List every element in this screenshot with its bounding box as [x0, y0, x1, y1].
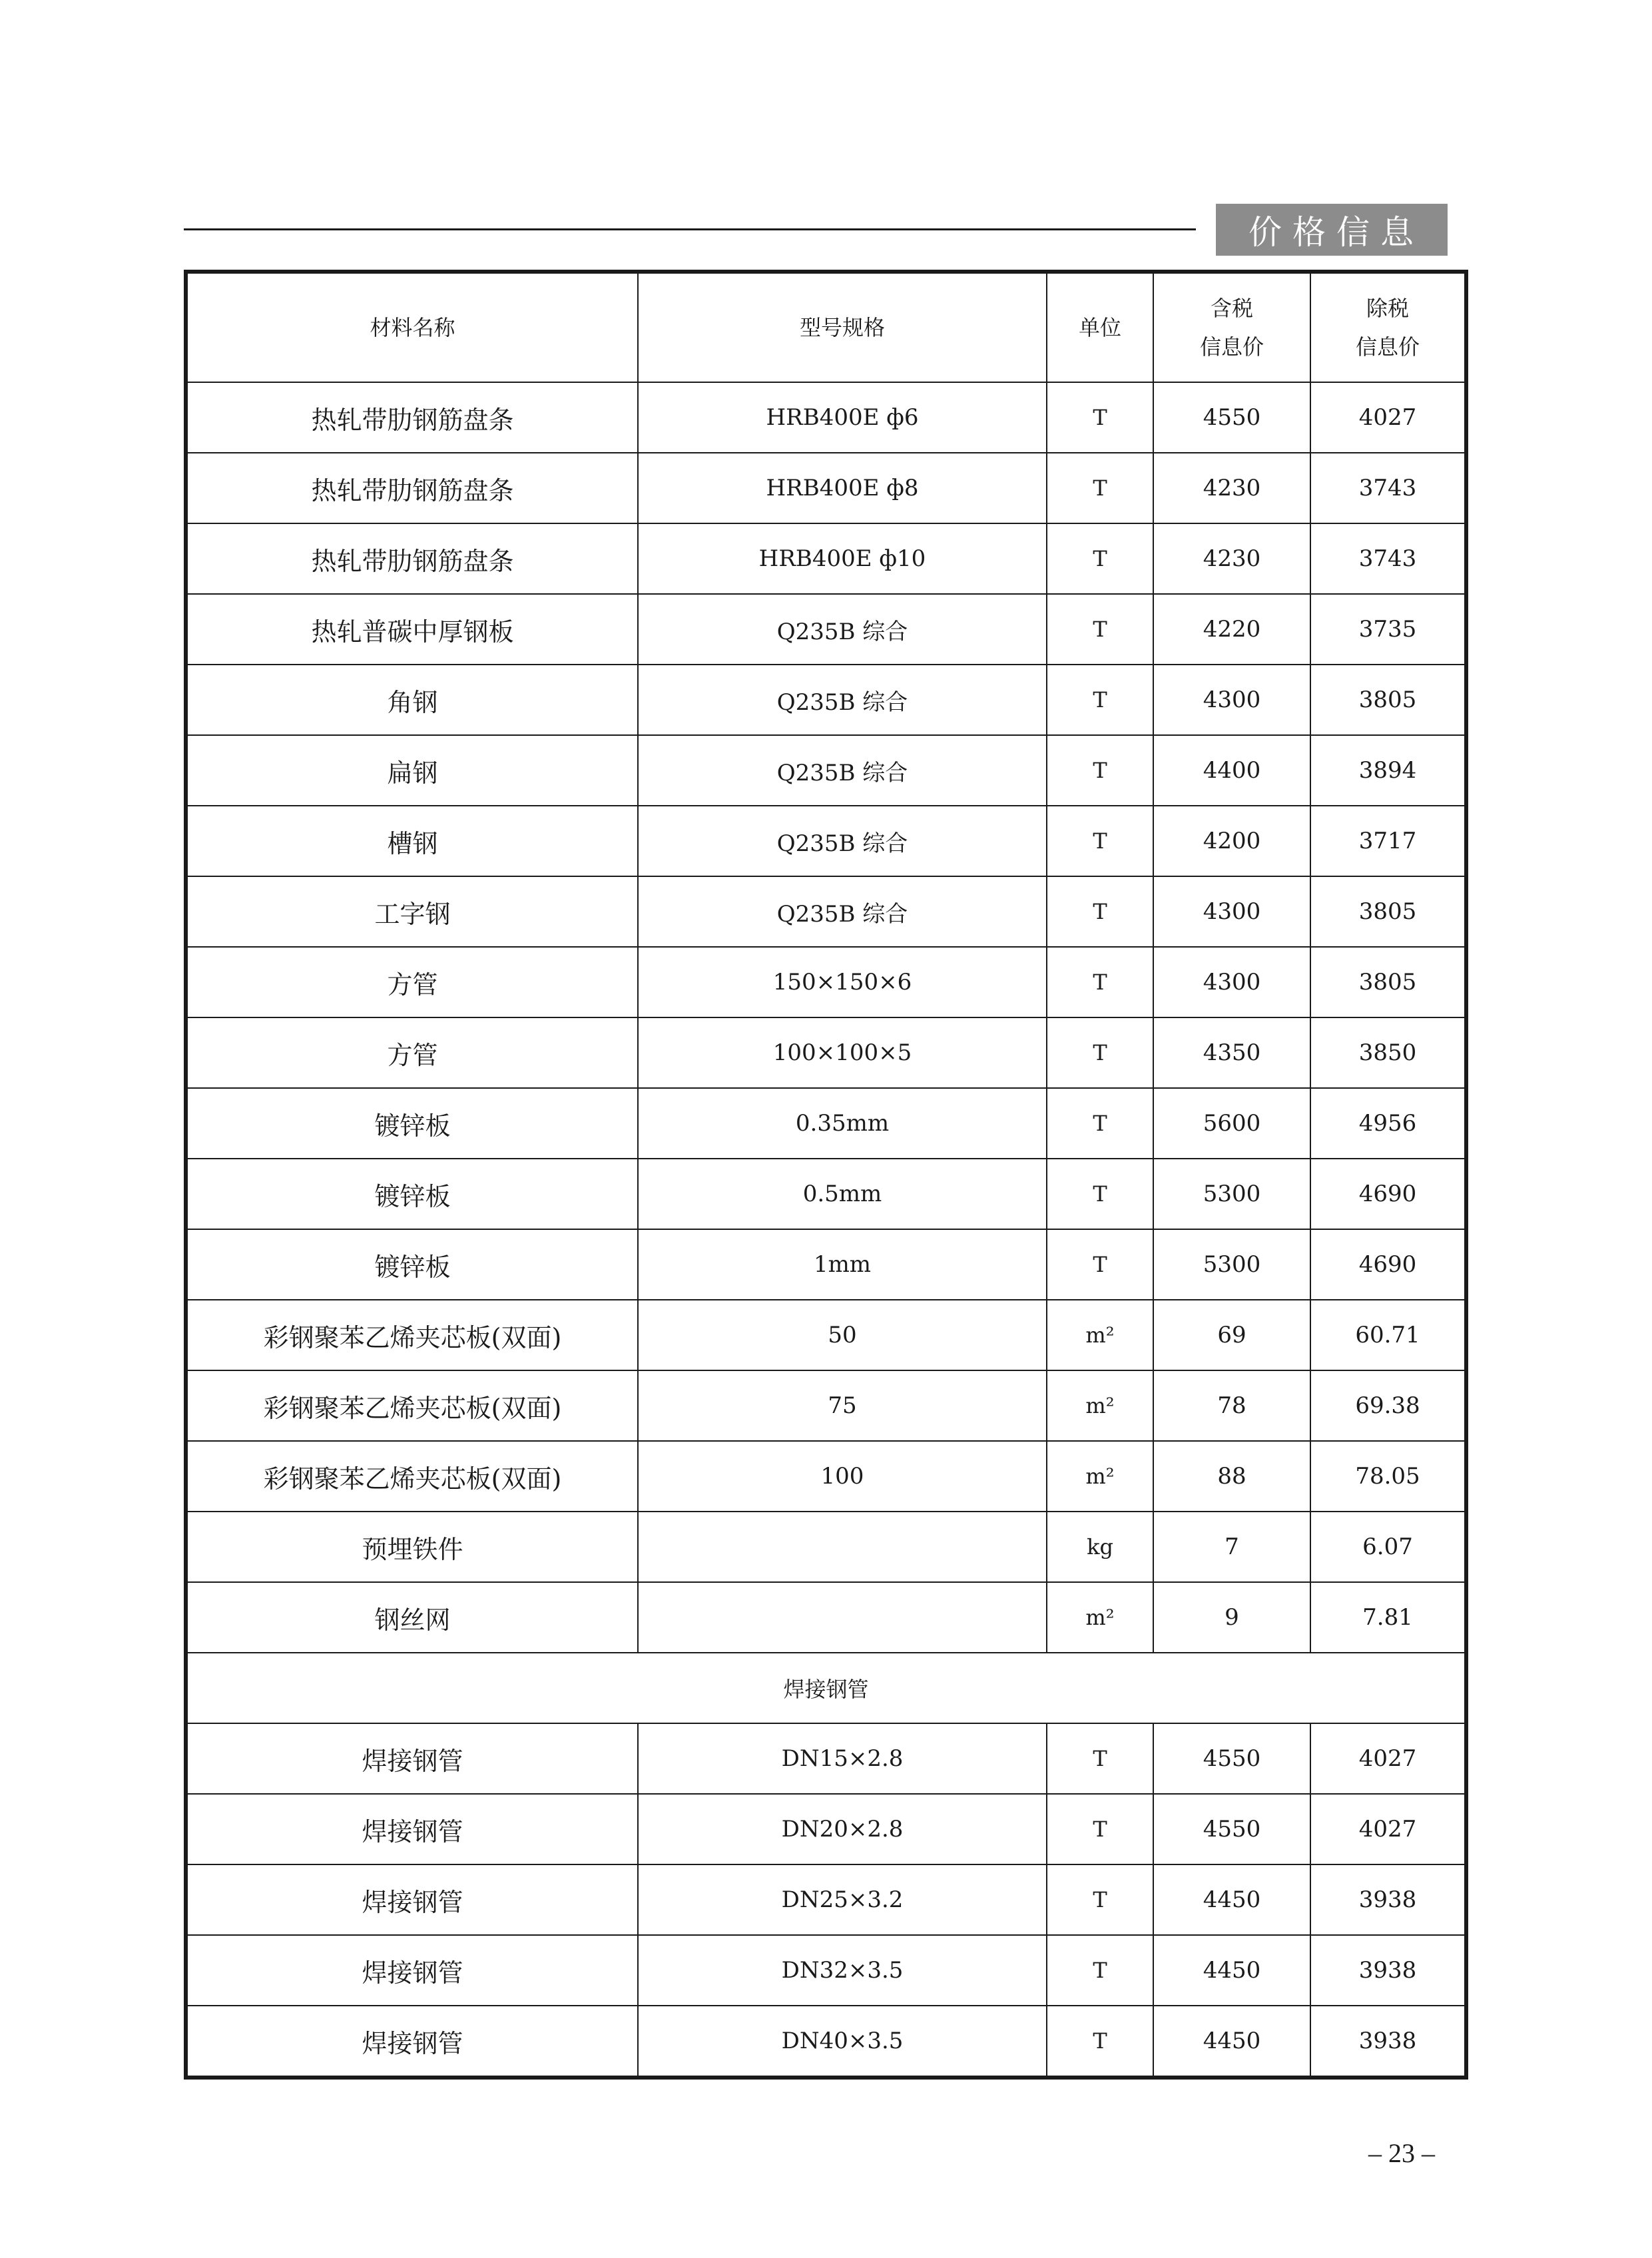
page-number: – 23 – [1368, 2138, 1435, 2168]
cell-material-name: 角钢 [188, 665, 638, 735]
cell-material-name: 镀锌板 [188, 1088, 638, 1159]
cell-unit: T [1047, 453, 1153, 523]
table-row [188, 876, 1464, 947]
cell-unit: T [1047, 735, 1153, 806]
cell-spec: DN25×3.2 [638, 1864, 1047, 1935]
table-row [188, 1300, 1464, 1370]
cell-price-tax-excl: 4690 [1310, 1229, 1464, 1300]
col-header-price-tax-incl-line1: 含税 [1210, 296, 1253, 321]
group-title: 焊接钢管 [188, 1653, 1464, 1723]
table-row [188, 1159, 1464, 1229]
cell-price-tax-incl: 88 [1153, 1441, 1310, 1512]
cell-material-name: 焊接钢管 [188, 1723, 638, 1794]
cell-price-tax-excl: 3894 [1310, 735, 1464, 806]
cell-price-tax-incl: 4300 [1153, 876, 1310, 947]
cell-price-tax-incl: 69 [1153, 1300, 1310, 1370]
cell-price-tax-excl: 3805 [1310, 947, 1464, 1017]
cell-price-tax-incl: 4450 [1153, 1935, 1310, 2006]
cell-price-tax-incl: 9 [1153, 1582, 1310, 1653]
cell-spec: 150×150×6 [638, 947, 1047, 1017]
cell-unit: T [1047, 876, 1153, 947]
table-row [188, 1864, 1464, 1935]
col-header-spec: 型号规格 [638, 274, 1047, 382]
cell-spec [638, 1512, 1047, 1582]
cell-spec: Q235B 综合 [638, 594, 1047, 665]
cell-spec: 100 [638, 1441, 1047, 1512]
cell-price-tax-excl: 3805 [1310, 876, 1464, 947]
cell-price-tax-incl: 4450 [1153, 2006, 1310, 2076]
table-row [188, 1370, 1464, 1441]
cell-spec: 1mm [638, 1229, 1047, 1300]
col-header-name: 材料名称 [188, 274, 638, 382]
table-row [188, 806, 1464, 876]
cell-unit: T [1047, 1159, 1153, 1229]
cell-price-tax-incl: 4230 [1153, 453, 1310, 523]
cell-price-tax-incl: 7 [1153, 1512, 1310, 1582]
table-row [188, 594, 1464, 665]
col-header-unit: 单位 [1047, 274, 1153, 382]
cell-unit: T [1047, 1017, 1153, 1088]
cell-material-name: 镀锌板 [188, 1229, 638, 1300]
cell-unit: T [1047, 1864, 1153, 1935]
cell-price-tax-incl: 4300 [1153, 665, 1310, 735]
cell-material-name: 热轧带肋钢筋盘条 [188, 382, 638, 453]
table-row [188, 1723, 1464, 1794]
cell-unit: m² [1047, 1582, 1153, 1653]
cell-unit: T [1047, 1723, 1153, 1794]
cell-unit: T [1047, 947, 1153, 1017]
table-body [188, 382, 1464, 2076]
cell-price-tax-excl: 4027 [1310, 1794, 1464, 1864]
cell-unit: m² [1047, 1300, 1153, 1370]
table-row [188, 2006, 1464, 2076]
cell-spec: HRB400E ф10 [638, 523, 1047, 594]
cell-price-tax-incl: 5600 [1153, 1088, 1310, 1159]
cell-unit: m² [1047, 1441, 1153, 1512]
cell-material-name: 方管 [188, 1017, 638, 1088]
cell-material-name: 彩钢聚苯乙烯夹芯板(双面) [188, 1370, 638, 1441]
price-table-container [184, 270, 1468, 2080]
cell-unit: T [1047, 665, 1153, 735]
cell-material-name: 焊接钢管 [188, 1864, 638, 1935]
cell-price-tax-incl: 78 [1153, 1370, 1310, 1441]
table-row [188, 735, 1464, 806]
cell-price-tax-excl: 69.38 [1310, 1370, 1464, 1441]
col-header-price-tax-excl-line2: 信息价 [1355, 334, 1420, 360]
table-row [188, 947, 1464, 1017]
cell-unit: T [1047, 1794, 1153, 1864]
cell-price-tax-excl: 6.07 [1310, 1512, 1464, 1582]
cell-unit: T [1047, 1088, 1153, 1159]
cell-spec: 100×100×5 [638, 1017, 1047, 1088]
cell-price-tax-incl: 4450 [1153, 1864, 1310, 1935]
cell-price-tax-excl: 3735 [1310, 594, 1464, 665]
cell-price-tax-excl: 4027 [1310, 1723, 1464, 1794]
table-row [188, 523, 1464, 594]
cell-price-tax-incl: 5300 [1153, 1159, 1310, 1229]
cell-spec: 50 [638, 1300, 1047, 1370]
col-header-price-tax-excl-line1: 除税 [1366, 296, 1409, 321]
cell-material-name: 热轧普碳中厚钢板 [188, 594, 638, 665]
cell-unit: m² [1047, 1370, 1153, 1441]
table-row [188, 1512, 1464, 1582]
cell-price-tax-excl: 7.81 [1310, 1582, 1464, 1653]
cell-price-tax-excl: 3938 [1310, 1935, 1464, 2006]
cell-spec: Q235B 综合 [638, 806, 1047, 876]
cell-price-tax-incl: 4400 [1153, 735, 1310, 806]
col-header-price-tax-incl-line2: 信息价 [1199, 334, 1264, 360]
table-row [188, 1229, 1464, 1300]
col-header-price-tax-incl [1153, 274, 1310, 382]
cell-unit: T [1047, 1935, 1153, 2006]
cell-price-tax-incl: 4350 [1153, 1017, 1310, 1088]
cell-price-tax-incl: 4200 [1153, 806, 1310, 876]
cell-spec: Q235B 综合 [638, 735, 1047, 806]
cell-price-tax-incl: 4550 [1153, 1794, 1310, 1864]
cell-spec: HRB400E ф8 [638, 453, 1047, 523]
table-row [188, 1441, 1464, 1512]
cell-price-tax-incl: 4550 [1153, 382, 1310, 453]
table-row [188, 382, 1464, 453]
cell-material-name: 槽钢 [188, 806, 638, 876]
cell-unit: T [1047, 1229, 1153, 1300]
cell-price-tax-excl: 3938 [1310, 2006, 1464, 2076]
cell-spec: 0.35mm [638, 1088, 1047, 1159]
cell-unit: T [1047, 806, 1153, 876]
cell-material-name: 彩钢聚苯乙烯夹芯板(双面) [188, 1300, 638, 1370]
table-row [188, 665, 1464, 735]
cell-material-name: 热轧带肋钢筋盘条 [188, 453, 638, 523]
table-row [188, 1088, 1464, 1159]
cell-unit: kg [1047, 1512, 1153, 1582]
cell-price-tax-excl: 3805 [1310, 665, 1464, 735]
cell-price-tax-excl: 4027 [1310, 382, 1464, 453]
cell-price-tax-excl: 4690 [1310, 1159, 1464, 1229]
cell-spec: 75 [638, 1370, 1047, 1441]
cell-material-name: 方管 [188, 947, 638, 1017]
cell-price-tax-excl: 78.05 [1310, 1441, 1464, 1512]
cell-price-tax-incl: 4550 [1153, 1723, 1310, 1794]
table-row [188, 1935, 1464, 2006]
cell-price-tax-excl: 3717 [1310, 806, 1464, 876]
cell-material-name: 热轧带肋钢筋盘条 [188, 523, 638, 594]
cell-unit: T [1047, 382, 1153, 453]
cell-unit: T [1047, 594, 1153, 665]
section-title-tab: 价格信息 [1216, 204, 1448, 256]
cell-material-name: 焊接钢管 [188, 1794, 638, 1864]
cell-spec: HRB400E ф6 [638, 382, 1047, 453]
table-header-row [188, 274, 1464, 382]
cell-material-name: 扁钢 [188, 735, 638, 806]
cell-spec: Q235B 综合 [638, 665, 1047, 735]
cell-price-tax-excl: 4956 [1310, 1088, 1464, 1159]
cell-material-name: 焊接钢管 [188, 2006, 638, 2076]
table-row [188, 453, 1464, 523]
cell-material-name: 钢丝网 [188, 1582, 638, 1653]
cell-material-name: 镀锌板 [188, 1159, 638, 1229]
cell-material-name: 预埋铁件 [188, 1512, 638, 1582]
header-rule [184, 228, 1196, 230]
table-row [188, 1794, 1464, 1864]
cell-material-name: 工字钢 [188, 876, 638, 947]
cell-spec: DN20×2.8 [638, 1794, 1047, 1864]
cell-price-tax-incl: 4230 [1153, 523, 1310, 594]
cell-price-tax-incl: 4300 [1153, 947, 1310, 1017]
cell-spec: Q235B 综合 [638, 876, 1047, 947]
cell-unit: T [1047, 2006, 1153, 2076]
cell-price-tax-incl: 5300 [1153, 1229, 1310, 1300]
cell-spec: DN40×3.5 [638, 2006, 1047, 2076]
table-row [188, 1017, 1464, 1088]
cell-spec: DN32×3.5 [638, 1935, 1047, 2006]
group-header-row [188, 1653, 1464, 1723]
cell-material-name: 焊接钢管 [188, 1935, 638, 2006]
cell-price-tax-excl: 3938 [1310, 1864, 1464, 1935]
table-row [188, 1582, 1464, 1653]
cell-material-name: 彩钢聚苯乙烯夹芯板(双面) [188, 1441, 638, 1512]
cell-price-tax-excl: 3850 [1310, 1017, 1464, 1088]
col-header-price-tax-excl [1310, 274, 1464, 382]
cell-spec [638, 1582, 1047, 1653]
cell-price-tax-incl: 4220 [1153, 594, 1310, 665]
cell-unit: T [1047, 523, 1153, 594]
cell-price-tax-excl: 3743 [1310, 453, 1464, 523]
cell-price-tax-excl: 60.71 [1310, 1300, 1464, 1370]
cell-spec: DN15×2.8 [638, 1723, 1047, 1794]
cell-spec: 0.5mm [638, 1159, 1047, 1229]
cell-price-tax-excl: 3743 [1310, 523, 1464, 594]
price-table [188, 274, 1464, 2076]
